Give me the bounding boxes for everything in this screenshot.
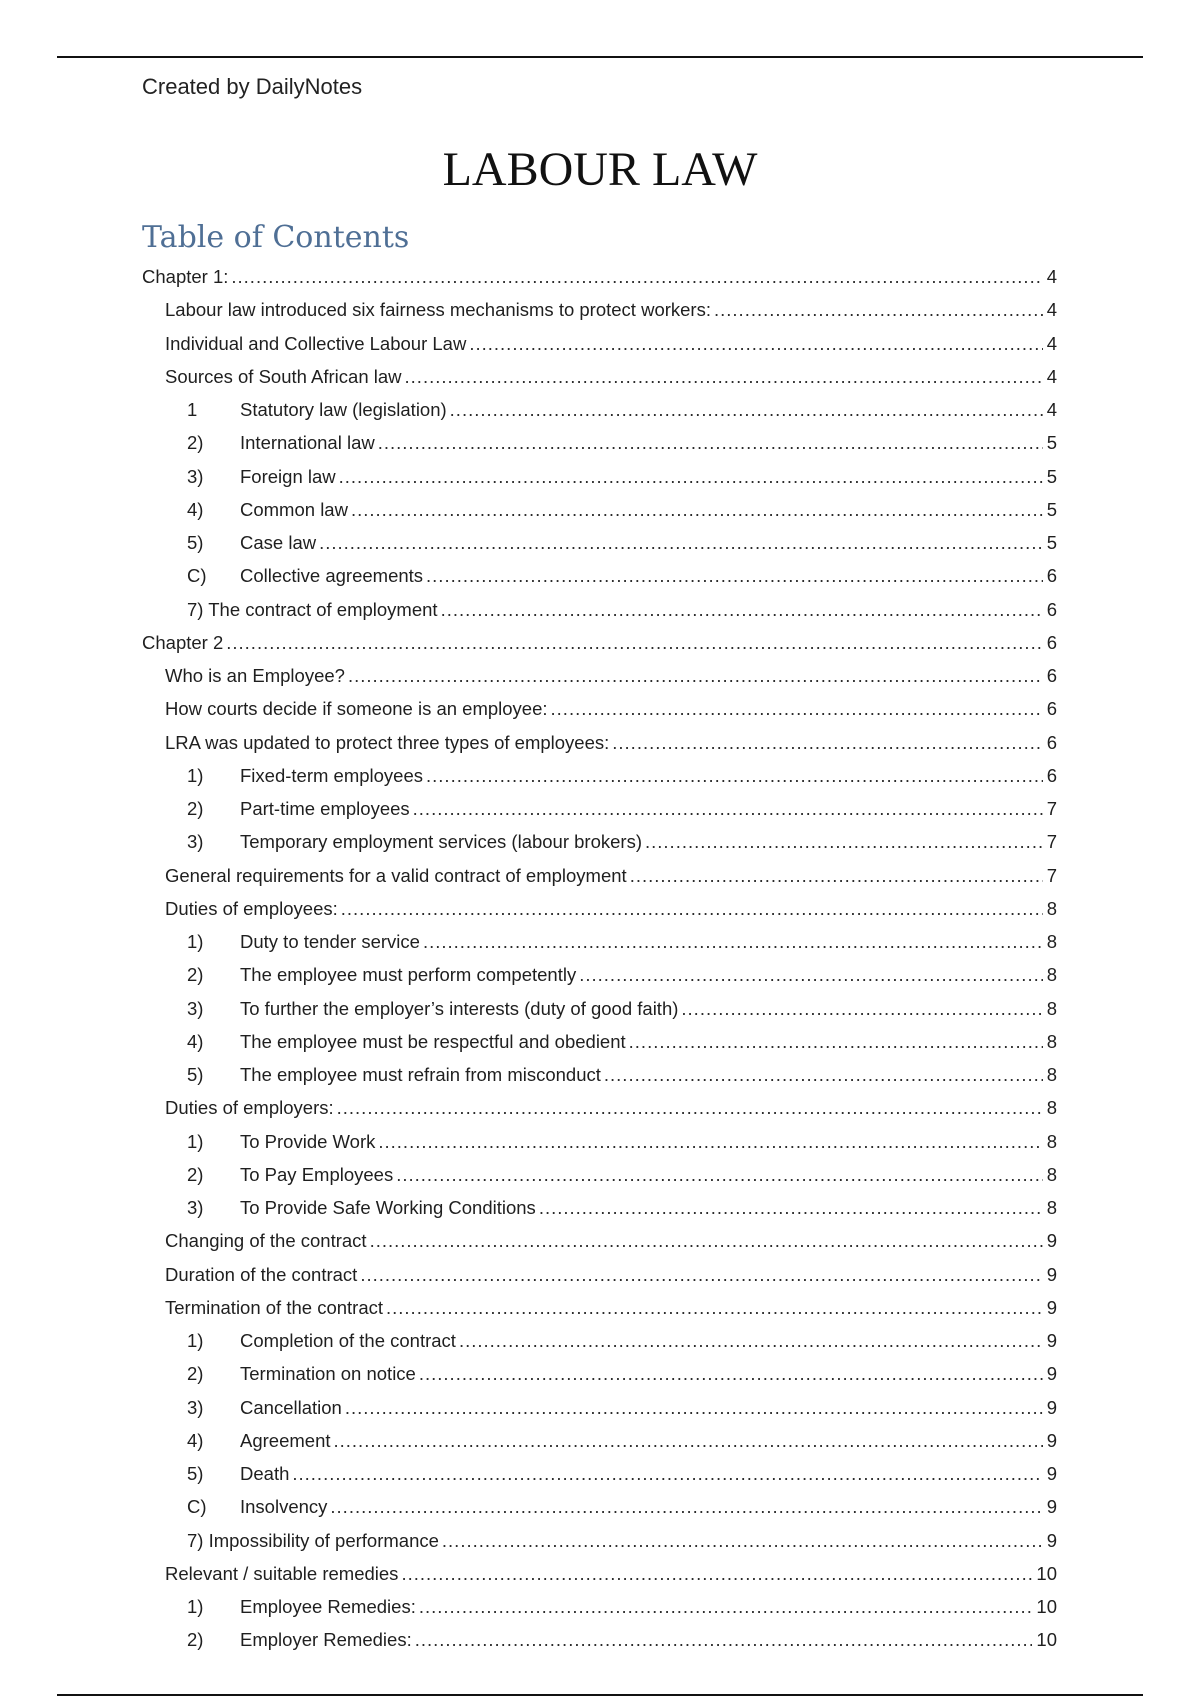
toc-dot-leader bbox=[539, 1197, 1043, 1219]
toc-dot-leader bbox=[551, 698, 1043, 720]
toc-dot-leader bbox=[442, 1530, 1043, 1552]
toc-entry-page: 9 bbox=[1046, 1230, 1057, 1252]
toc-dot-leader bbox=[419, 1596, 1033, 1618]
toc-dot-leader bbox=[348, 665, 1043, 687]
toc-entry-page: 4 bbox=[1046, 332, 1057, 354]
toc-entry-page: 4 bbox=[1046, 399, 1057, 420]
toc-entry-page: 6 bbox=[1046, 698, 1057, 720]
toc-entry-page: 6 bbox=[1046, 665, 1057, 686]
toc-dot-leader bbox=[426, 565, 1043, 587]
toc-dot-leader bbox=[386, 1297, 1043, 1319]
toc-entry[interactable] bbox=[0, 1559, 1200, 1592]
toc-entry[interactable] bbox=[0, 761, 1200, 794]
toc-entry[interactable] bbox=[0, 561, 1200, 594]
toc-entry[interactable] bbox=[0, 894, 1200, 927]
toc-entry[interactable] bbox=[0, 1226, 1200, 1259]
toc-entry[interactable] bbox=[0, 794, 1200, 827]
toc-entry[interactable] bbox=[0, 1359, 1200, 1392]
toc-entry-page: 6 bbox=[1046, 764, 1057, 786]
toc-dot-leader bbox=[681, 998, 1042, 1020]
toc-entry-number: 1) bbox=[187, 1596, 204, 1617]
toc-entry-title: Case law bbox=[240, 532, 317, 553]
toc-entry-number: 4) bbox=[187, 1030, 204, 1052]
toc-dot-leader bbox=[629, 1031, 1043, 1053]
toc-entry-title: To Provide Safe Working Conditions bbox=[240, 1197, 536, 1218]
toc-dot-leader bbox=[645, 831, 1043, 853]
toc-entry[interactable] bbox=[0, 362, 1200, 395]
toc-entry[interactable] bbox=[0, 262, 1200, 295]
toc-entry-page: 9 bbox=[1046, 1296, 1057, 1318]
toc-entry-page: 8 bbox=[1046, 931, 1057, 952]
toc-entry[interactable] bbox=[0, 329, 1200, 362]
toc-dot-leader bbox=[401, 1563, 1032, 1585]
toc-entry[interactable] bbox=[0, 1426, 1200, 1459]
toc-entry[interactable] bbox=[0, 395, 1200, 428]
toc-entry-number: 5) bbox=[187, 532, 204, 553]
toc-entry-page: 9 bbox=[1046, 1396, 1057, 1418]
toc-entry-title: Insolvency bbox=[240, 1496, 328, 1518]
toc-dot-leader bbox=[714, 299, 1043, 321]
toc-entry-page: 4 bbox=[1046, 299, 1057, 321]
toc-entry[interactable] bbox=[0, 1160, 1200, 1193]
toc-dot-leader bbox=[319, 532, 1043, 554]
toc-entry[interactable] bbox=[0, 1027, 1200, 1060]
toc-entry-page: 9 bbox=[1046, 1529, 1057, 1551]
toc-entry-number: 3) bbox=[187, 831, 204, 853]
toc-dot-leader bbox=[415, 1629, 1033, 1651]
toc-entry-page: 8 bbox=[1046, 1197, 1057, 1218]
toc-entry-page: 9 bbox=[1046, 1263, 1057, 1285]
toc-entry-page: 9 bbox=[1046, 1463, 1057, 1484]
toc-entry-page: 10 bbox=[1036, 1562, 1057, 1584]
toc-entry-title: International law bbox=[240, 432, 375, 454]
toc-entry-title: Labour law introduced six fairness mechanisms to protect workers: bbox=[165, 299, 711, 321]
toc-entry[interactable] bbox=[0, 1459, 1200, 1492]
toc-entry-title: Common law bbox=[240, 498, 348, 520]
toc-entry[interactable] bbox=[0, 628, 1200, 661]
toc-entry-title: To Provide Work bbox=[240, 1130, 376, 1152]
toc-entry-title: Completion of the contract bbox=[240, 1330, 456, 1351]
toc-entry[interactable] bbox=[0, 528, 1200, 561]
toc-entry-page: 10 bbox=[1036, 1629, 1057, 1651]
toc-entry-title: Agreement bbox=[240, 1429, 331, 1451]
toc-entry-number: 1) bbox=[187, 764, 204, 786]
header-credit: Created by DailyNotes bbox=[142, 74, 363, 99]
toc-entry-title: Sources of South African law bbox=[165, 365, 402, 387]
toc-dot-leader bbox=[579, 964, 1042, 986]
toc-entry[interactable] bbox=[0, 1393, 1200, 1426]
toc-entry-page: 9 bbox=[1046, 1496, 1057, 1518]
toc-entry-page: 7 bbox=[1046, 798, 1057, 819]
toc-entry-page: 4 bbox=[1046, 266, 1057, 287]
toc-entry[interactable] bbox=[0, 1127, 1200, 1160]
toc-dot-leader bbox=[441, 599, 1043, 621]
toc-entry-title: Who is an Employee? bbox=[165, 665, 345, 686]
toc-entry[interactable] bbox=[0, 861, 1200, 894]
toc-entry-number: C) bbox=[187, 565, 207, 587]
toc-dot-leader bbox=[396, 1164, 1042, 1186]
toc-dot-leader bbox=[405, 366, 1043, 388]
toc-entry-title: Termination of the contract bbox=[165, 1296, 383, 1318]
toc-entry-number: 2) bbox=[187, 1163, 204, 1185]
toc-entry-page: 8 bbox=[1046, 1097, 1057, 1119]
toc-dot-leader bbox=[370, 1230, 1043, 1252]
toc-entry-page: 9 bbox=[1046, 1429, 1057, 1451]
toc-entry-page: 8 bbox=[1046, 997, 1057, 1019]
toc-entry-number: 2) bbox=[187, 432, 204, 454]
toc-entry-page: 6 bbox=[1046, 598, 1057, 620]
toc-dot-leader bbox=[226, 632, 1042, 654]
toc-entry-page: 4 bbox=[1046, 365, 1057, 387]
toc-entry-number: 2) bbox=[187, 1629, 204, 1651]
toc-entry-number: 2) bbox=[187, 1363, 204, 1385]
toc-entry-page: 7 bbox=[1046, 831, 1057, 853]
toc-entry-title: General requirements for a valid contract of employment bbox=[165, 864, 627, 886]
toc-entry-title: To Pay Employees bbox=[240, 1163, 394, 1185]
toc-entry-number: 2) bbox=[187, 798, 204, 819]
toc-entry-title: Part-time employees bbox=[240, 798, 410, 819]
toc-dot-leader bbox=[604, 1064, 1043, 1086]
toc-entry[interactable] bbox=[0, 661, 1200, 694]
table-of-contents bbox=[0, 262, 1200, 1659]
toc-entry-page: 8 bbox=[1046, 1030, 1057, 1052]
toc-dot-leader bbox=[351, 499, 1043, 521]
footer-rule bbox=[57, 1694, 1143, 1696]
toc-entry-title: 7) The contract of employment bbox=[187, 598, 438, 620]
toc-dot-leader bbox=[360, 1264, 1042, 1286]
toc-entry-title: LRA was updated to protect three types of employees: bbox=[165, 731, 610, 753]
toc-dot-leader bbox=[469, 333, 1042, 355]
toc-entry-page: 8 bbox=[1046, 964, 1057, 986]
toc-entry-title: Employee Remedies: bbox=[240, 1596, 416, 1617]
toc-dot-leader bbox=[450, 399, 1043, 421]
toc-entry-title: The employee must refrain from misconduct bbox=[240, 1064, 601, 1085]
toc-entry-number: 4) bbox=[187, 498, 204, 520]
toc-entry[interactable] bbox=[0, 1293, 1200, 1326]
toc-entry-title: Temporary employment services (labour brokers) bbox=[240, 831, 642, 853]
toc-entry-number: 3) bbox=[187, 997, 204, 1019]
toc-entry[interactable] bbox=[0, 728, 1200, 761]
toc-entry-number: 1) bbox=[187, 1330, 204, 1351]
toc-entry[interactable] bbox=[0, 495, 1200, 528]
toc-entry[interactable] bbox=[0, 1060, 1200, 1093]
toc-entry-title: Changing of the contract bbox=[165, 1230, 367, 1252]
toc-entry-number: 3) bbox=[187, 1197, 204, 1218]
toc-entry[interactable] bbox=[0, 1526, 1200, 1559]
toc-entry-title: How courts decide if someone is an employee: bbox=[165, 698, 548, 720]
toc-entry-title: Relevant / suitable remedies bbox=[165, 1562, 399, 1584]
toc-entry-number: 5) bbox=[187, 1064, 204, 1085]
toc-entry[interactable] bbox=[0, 1260, 1200, 1293]
toc-entry-page: 9 bbox=[1046, 1363, 1057, 1385]
toc-entry-page: 8 bbox=[1046, 897, 1057, 919]
toc-dot-leader bbox=[334, 1430, 1043, 1452]
toc-dot-leader bbox=[339, 466, 1043, 488]
toc-dot-leader bbox=[413, 798, 1043, 820]
toc-entry-page: 8 bbox=[1046, 1163, 1057, 1185]
toc-dot-leader bbox=[337, 1097, 1043, 1119]
toc-entry-page: 5 bbox=[1046, 532, 1057, 553]
toc-entry[interactable] bbox=[0, 1492, 1200, 1525]
toc-entry-number: 2) bbox=[187, 964, 204, 986]
toc-entry-page: 5 bbox=[1046, 432, 1057, 454]
toc-entry-page: 8 bbox=[1046, 1130, 1057, 1152]
toc-entry-title: Statutory law (legislation) bbox=[240, 399, 447, 420]
toc-entry[interactable] bbox=[0, 960, 1200, 993]
toc-entry-title: Duty to tender service bbox=[240, 931, 420, 952]
toc-entry-page: 5 bbox=[1046, 498, 1057, 520]
toc-dot-leader bbox=[459, 1330, 1043, 1352]
toc-entry[interactable] bbox=[0, 694, 1200, 727]
toc-entry[interactable] bbox=[0, 1592, 1200, 1625]
toc-dot-leader bbox=[426, 765, 1043, 787]
toc-entry-title: Death bbox=[240, 1463, 290, 1484]
toc-entry[interactable] bbox=[0, 994, 1200, 1027]
toc-entry[interactable] bbox=[0, 1193, 1200, 1226]
toc-entry-title: The employee must perform competently bbox=[240, 964, 577, 986]
header-rule bbox=[57, 56, 1143, 58]
toc-entry-number: 5) bbox=[187, 1463, 204, 1484]
toc-dot-leader bbox=[378, 432, 1043, 454]
toc-entry-title: 7) Impossibility of performance bbox=[187, 1529, 439, 1551]
toc-entry-title: Employer Remedies: bbox=[240, 1629, 412, 1651]
toc-entry[interactable] bbox=[0, 462, 1200, 495]
toc-entry[interactable] bbox=[0, 1093, 1200, 1126]
toc-entry-number: 1) bbox=[187, 1130, 204, 1152]
toc-entry-number: C) bbox=[187, 1496, 207, 1518]
toc-entry-page: 6 bbox=[1046, 731, 1057, 753]
toc-entry-number: 4) bbox=[187, 1429, 204, 1451]
toc-entry-title: Duties of employees: bbox=[165, 897, 338, 919]
toc-dot-leader bbox=[345, 1397, 1043, 1419]
toc-entry-number: 3) bbox=[187, 1396, 204, 1418]
toc-entry-page: 6 bbox=[1046, 631, 1057, 653]
toc-dot-leader bbox=[419, 1363, 1043, 1385]
toc-dot-leader bbox=[612, 732, 1042, 754]
toc-dot-leader bbox=[378, 1131, 1042, 1153]
toc-dot-leader bbox=[292, 1463, 1042, 1485]
toc-entry[interactable] bbox=[0, 927, 1200, 960]
toc-entry-title: Chapter 2 bbox=[142, 631, 224, 653]
toc-entry[interactable] bbox=[0, 1625, 1200, 1658]
toc-entry-title: Duration of the contract bbox=[165, 1263, 358, 1285]
toc-entry-number: 1 bbox=[187, 399, 198, 420]
toc-entry-number: 3) bbox=[187, 465, 204, 487]
toc-entry[interactable] bbox=[0, 428, 1200, 461]
toc-entry-number: 1) bbox=[187, 931, 204, 952]
toc-dot-leader bbox=[423, 931, 1043, 953]
toc-entry[interactable] bbox=[0, 295, 1200, 328]
toc-entry-title: Termination on notice bbox=[240, 1363, 416, 1385]
toc-entry-page: 7 bbox=[1046, 864, 1057, 886]
toc-entry-title: Cancellation bbox=[240, 1396, 342, 1418]
toc-entry[interactable] bbox=[0, 1326, 1200, 1359]
toc-heading: Table of Contents bbox=[142, 220, 410, 255]
toc-entry-title: To further the employer’s interests (duty of good faith) bbox=[240, 997, 679, 1019]
toc-dot-leader bbox=[231, 266, 1042, 288]
toc-dot-leader bbox=[341, 898, 1043, 920]
toc-entry-page: 6 bbox=[1046, 565, 1057, 587]
toc-dot-leader bbox=[630, 865, 1043, 887]
toc-entry-page: 8 bbox=[1046, 1064, 1057, 1085]
document-title: LABOUR LAW bbox=[442, 143, 758, 196]
toc-entry-title: Fixed-term employees bbox=[240, 764, 424, 786]
toc-entry-title: The employee must be respectful and obedient bbox=[240, 1030, 626, 1052]
toc-entry-title: Collective agreements bbox=[240, 565, 424, 587]
toc-entry-title: Foreign law bbox=[240, 465, 336, 487]
toc-entry[interactable] bbox=[0, 827, 1200, 860]
toc-entry-title: Duties of employers: bbox=[165, 1097, 334, 1119]
toc-entry-page: 9 bbox=[1046, 1330, 1057, 1351]
toc-dot-leader bbox=[330, 1496, 1042, 1518]
toc-entry-page: 10 bbox=[1036, 1596, 1057, 1617]
toc-entry-page: 5 bbox=[1046, 465, 1057, 487]
toc-entry[interactable] bbox=[0, 595, 1200, 628]
toc-entry-title: Individual and Collective Labour Law bbox=[165, 332, 467, 354]
toc-entry-title: Chapter 1: bbox=[142, 266, 229, 287]
